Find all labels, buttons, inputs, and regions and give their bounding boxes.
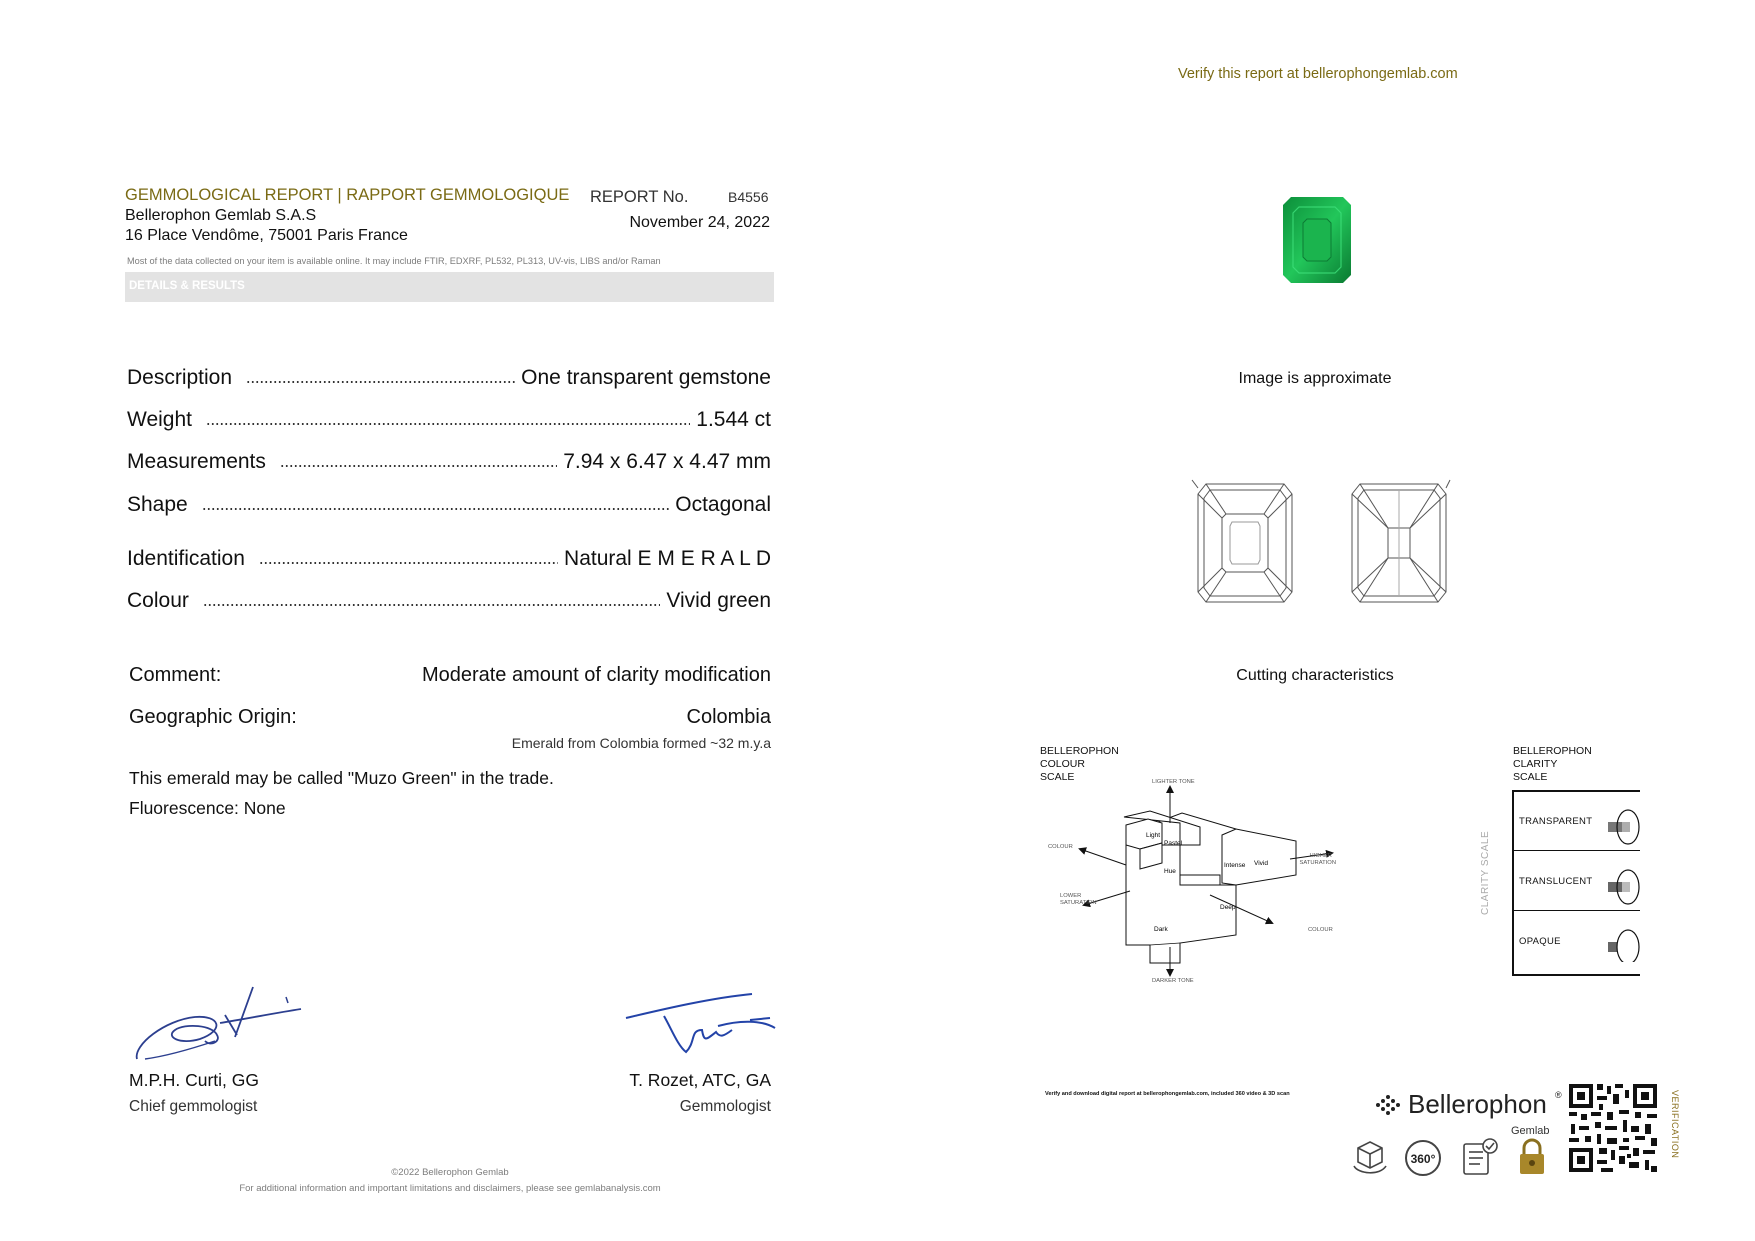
company-name: Bellerophon Gemlab S.A.S — [125, 207, 317, 224]
lock-icon — [1514, 1136, 1550, 1178]
clarity-row-translucent: TRANSLUCENT — [1519, 876, 1593, 887]
leader-dots — [206, 408, 690, 426]
detail-label: Colour — [127, 589, 189, 612]
data-note: Most of the data collected on your item is available online. It may include FTIR, EDXRF, PL532, PL313, UV-vis, LIBS and/or Raman — [127, 256, 661, 266]
leader-dots — [203, 589, 660, 607]
signer-title-1: Chief gemmologist — [129, 1098, 258, 1115]
cutting-caption: Cutting characteristics — [1236, 667, 1394, 684]
footer-disclaimer: For additional information and important limitations and disclaimers, please see gemlabanalysis.com — [239, 1183, 661, 1194]
fluorescence-remark: Fluorescence: None — [129, 798, 286, 818]
colour-scale-title-line: COLOUR — [1040, 758, 1085, 770]
higher-saturation-label-1: HIGHER — [1309, 853, 1332, 859]
footer-copyright: ©2022 Bellerophon Gemlab — [391, 1167, 509, 1178]
detail-value: Octagonal — [675, 493, 771, 516]
download-note: Verify and download digital report at bellerophongemlab.com, included 360 video & 3D scan — [1045, 1091, 1290, 1097]
block-deep: Deep — [1220, 904, 1236, 911]
clarity-scale-title-line: CLARITY — [1513, 758, 1558, 770]
brand-sub: Gemlab — [1511, 1125, 1550, 1137]
leader-dots — [246, 366, 515, 384]
signer-name-1: M.P.H. Curti, GG — [129, 1070, 259, 1090]
leader-dots — [202, 493, 670, 511]
report-title: GEMMOLOGICAL REPORT | RAPPORT GEMMOLOGIQUE — [125, 186, 570, 204]
image-caption: Image is approximate — [1238, 370, 1392, 387]
detail-label: Description — [127, 366, 233, 389]
lighter-tone-label: LIGHTER TONE — [1152, 779, 1195, 785]
clarity-axis-label: CLARITY SCALE — [1480, 830, 1491, 915]
signer-title-2: Gemmologist — [679, 1098, 771, 1115]
detail-value: Natural E M E R A L D — [564, 547, 771, 570]
brand-name: Bellerophon — [1408, 1089, 1547, 1119]
detail-row-shape — [127, 493, 771, 517]
lower-saturation-label-2: SATURATION — [1060, 900, 1097, 906]
clarity-scale-title-line: SCALE — [1513, 771, 1548, 783]
verify-link[interactable]: Verify this report at bellerophongemlab.com — [1178, 66, 1458, 82]
leader-dots — [259, 547, 558, 565]
clarity-scale-title — [1513, 745, 1592, 784]
cut-diagram-crown — [1186, 478, 1306, 608]
colour-right-label: COLOUR — [1308, 927, 1333, 933]
signature-curti — [125, 975, 310, 1065]
detail-label: Shape — [127, 493, 188, 516]
block-hue: Hue — [1164, 868, 1176, 875]
3d-scan-icon — [1350, 1136, 1390, 1178]
detail-value: Vivid green — [666, 589, 771, 612]
detail-value: 1.544 ct — [696, 408, 771, 431]
clarity-scale-table — [1512, 790, 1640, 976]
report-date: November 24, 2022 — [629, 214, 770, 231]
colour-scale-diagram — [1040, 775, 1340, 985]
detail-value: 7.94 x 6.47 x 4.47 mm — [563, 450, 771, 473]
brand-logo-icon — [1372, 1092, 1402, 1118]
origin-label: Geographic Origin: — [129, 706, 297, 728]
detail-label: Measurements — [127, 450, 266, 473]
signature-rozet — [620, 990, 780, 1062]
report-document-icon — [1458, 1136, 1500, 1178]
block-vivid: Vivid — [1254, 860, 1268, 867]
detail-row-measurements — [127, 450, 771, 474]
darker-tone-label: DARKER TONE — [1152, 978, 1194, 984]
detail-row-description — [127, 366, 771, 390]
qr-code-icon[interactable] — [1567, 1082, 1659, 1174]
comment-value: Moderate amount of clarity modification — [421, 664, 771, 686]
trade-remark: This emerald may be called "Muzo Green" in the trade. — [129, 768, 554, 788]
detail-label: Weight — [127, 408, 192, 431]
gemstone-image — [1281, 195, 1353, 285]
verification-label: VERIFICATION — [1670, 1090, 1680, 1159]
detail-row-identification — [127, 547, 771, 571]
block-pastel: Pastel — [1164, 840, 1183, 847]
detail-value: One transparent gemstone — [521, 366, 771, 389]
company-address: 16 Place Vendôme, 75001 Paris France — [125, 227, 408, 244]
360-label: 360° — [1410, 1152, 1436, 1166]
origin-note: Emerald from Colombia formed ~32 m.y.a — [511, 735, 771, 751]
colour-scale-title-line: BELLEROPHON — [1040, 745, 1119, 757]
detail-row-colour — [127, 589, 771, 613]
report-number: B4556 — [728, 189, 769, 205]
lower-saturation-label-1: LOWER — [1060, 893, 1082, 899]
cut-diagram-pavilion — [1338, 478, 1458, 608]
comment-label: Comment: — [129, 664, 222, 686]
signer-name-2: T. Rozet, ATC, GA — [629, 1070, 771, 1090]
registered-mark: ® — [1555, 1090, 1562, 1100]
origin-value: Colombia — [686, 706, 771, 728]
clarity-swatches — [1604, 802, 1640, 962]
360-video-icon — [1402, 1137, 1444, 1179]
higher-saturation-label-2: SATURATION — [1299, 860, 1336, 866]
report-no-label: REPORT No. — [590, 188, 689, 206]
block-dark: Dark — [1154, 926, 1168, 933]
detail-row-weight — [127, 408, 771, 432]
colour-left-label: COLOUR — [1048, 844, 1073, 850]
leader-dots — [280, 450, 557, 468]
detail-label: Identification — [127, 547, 245, 570]
block-light: Light — [1146, 832, 1161, 839]
section-bar — [125, 272, 774, 302]
clarity-row-opaque: OPAQUE — [1519, 936, 1561, 947]
clarity-row-transparent: TRANSPARENT — [1519, 816, 1593, 827]
clarity-scale-title-line: BELLEROPHON — [1513, 745, 1592, 757]
section-bar-label: DETAILS & RESULTS — [129, 280, 245, 292]
block-intense: Intense — [1224, 862, 1246, 869]
colour-scale-title-line: SCALE — [1040, 771, 1075, 783]
